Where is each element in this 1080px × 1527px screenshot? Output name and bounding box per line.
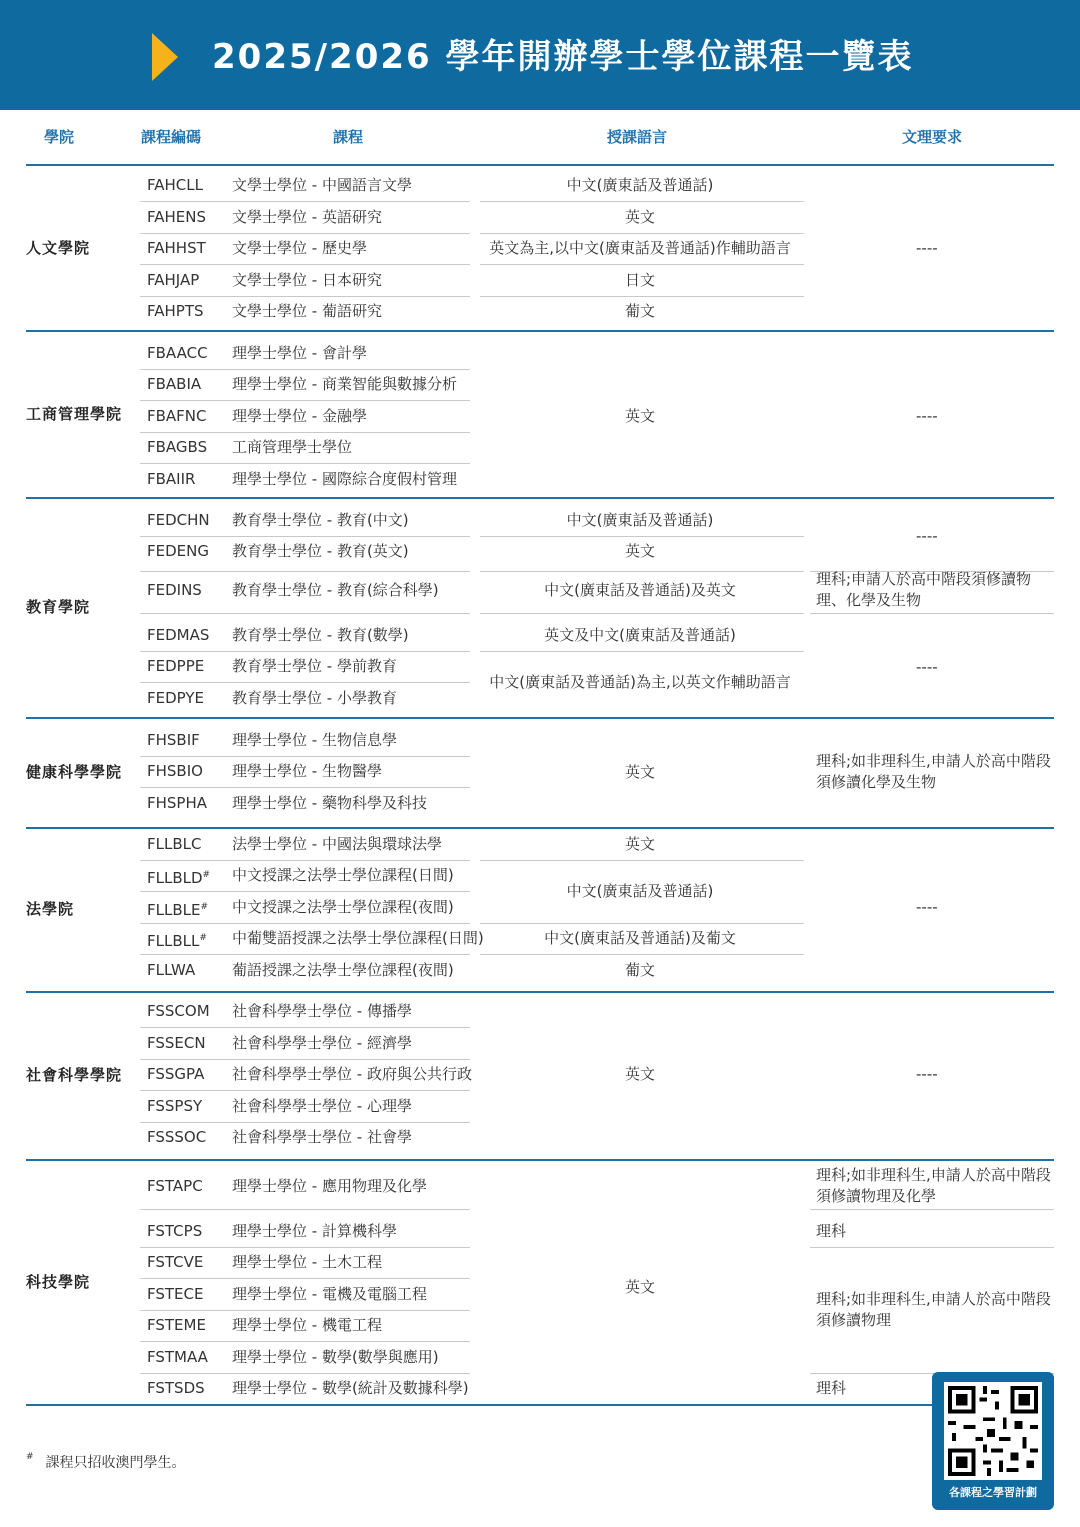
course-name: 文學士學位 - 英語研究 <box>232 208 382 226</box>
course-name: 理學士學位 - 數學(數學與應用) <box>232 1348 439 1366</box>
footnote-text: 課程只招收澳門學生。 <box>45 1455 186 1471</box>
course-name: 理學士學位 - 生物醫學 <box>232 762 382 780</box>
language-cell: 中文(廣東話及普通話) <box>566 176 714 194</box>
course-name: 理學士學位 - 應用物理及化學 <box>232 1177 427 1195</box>
course-code <box>147 761 203 781</box>
row-divider <box>140 891 470 892</box>
course-code-text: FBAFNC <box>147 407 207 425</box>
footnote-marker: # <box>199 933 207 943</box>
course-name: 理學士學位 - 計算機科學 <box>232 1222 397 1240</box>
requirement-divider <box>810 1209 1054 1210</box>
course-code-text: FLLBLD <box>147 869 203 887</box>
course-code-text: FLLWA <box>147 961 196 979</box>
faculty-name: 工商管理學院 <box>26 404 123 423</box>
course-code-text: FSTECE <box>147 1285 204 1303</box>
language-cell: 英文 <box>624 407 655 425</box>
course-code <box>147 207 206 227</box>
course-code-text: FSTAPC <box>147 1177 203 1195</box>
col-header-code: 課程編碼 <box>141 128 202 146</box>
requirement-divider <box>810 613 1054 614</box>
course-code <box>147 580 202 600</box>
requirement-cell: 理科;申請人於高中階段須修讀物理、化學及生物 <box>816 570 1032 609</box>
section-divider <box>26 330 1054 332</box>
course-name: 理學士學位 - 電機及電腦工程 <box>232 1285 427 1303</box>
page-title: 2025/2026 學年開辦學士學位課程一覽表 <box>212 37 914 77</box>
course-code <box>147 1001 210 1021</box>
footnote-mark: # <box>26 1452 34 1462</box>
row-divider <box>140 682 470 683</box>
requirement-cell: 理科;如非理科生,申請人於高中階段須修讀物理 <box>816 1289 1051 1329</box>
row-divider <box>140 264 470 265</box>
course-code <box>147 625 209 645</box>
col-header-language: 授課語言 <box>607 128 668 146</box>
language-cell: 葡文 <box>624 302 655 320</box>
footnote-marker: # <box>202 870 211 880</box>
course-code <box>147 1064 204 1084</box>
section-divider <box>26 1404 1054 1406</box>
course-code <box>147 270 199 290</box>
row-divider <box>140 1027 470 1028</box>
course-code <box>147 1378 205 1398</box>
page-header <box>0 0 1080 110</box>
row-divider <box>140 787 470 788</box>
course-code-text: FBAIIR <box>147 470 196 488</box>
course-name: 理學士學位 - 機電工程 <box>232 1316 382 1334</box>
col-header-course: 課程 <box>333 128 364 146</box>
course-code <box>147 1096 202 1116</box>
row-divider <box>140 233 470 234</box>
language-cell: 中文(廣東話及普通話)及葡文 <box>544 929 736 947</box>
requirement-cell: 理科;如非理科生,申請人於高中階段須修讀化學及生物 <box>816 751 1051 791</box>
row-divider <box>140 1209 470 1210</box>
language-cell: 英文及中文(廣東話及普通話) <box>544 626 736 644</box>
course-name: 理學士學位 - 土木工程 <box>232 1253 382 1271</box>
course-name: 理學士學位 - 藥物科學及科技 <box>232 794 427 812</box>
language-divider <box>480 860 804 861</box>
row-divider <box>140 369 470 370</box>
row-divider <box>140 1373 470 1374</box>
language-cell: 英文 <box>624 1278 655 1296</box>
course-name: 理學士學位 - 商業智能與數據分析 <box>232 375 457 393</box>
language-cell: 日文 <box>624 271 655 289</box>
course-code <box>147 834 201 854</box>
language-divider <box>480 536 804 537</box>
course-code <box>147 343 208 363</box>
course-name: 理學士學位 - 國際綜合度假村管理 <box>232 470 457 488</box>
course-code <box>147 175 203 195</box>
section-divider <box>26 717 1054 719</box>
course-code-text: FAHPTS <box>147 302 204 320</box>
course-code <box>147 897 208 920</box>
course-name: 文學士學位 - 葡語研究 <box>232 302 382 320</box>
course-code-text: FLLBLC <box>147 835 202 853</box>
section-divider <box>26 827 1054 829</box>
course-code-text: FSTSDS <box>147 1379 205 1397</box>
language-cell: 英文 <box>624 1065 655 1083</box>
course-code-text: FEDPPE <box>147 657 205 675</box>
requirement-divider <box>810 1247 1054 1248</box>
qr-card[interactable] <box>932 1372 1054 1510</box>
header-divider <box>26 164 1054 166</box>
course-code <box>147 1347 208 1367</box>
course-name: 理學士學位 - 會計學 <box>232 344 367 362</box>
course-code-text: FSSECN <box>147 1034 206 1052</box>
course-code-text: FEDINS <box>147 581 202 599</box>
course-name: 社會科學學士學位 - 傳播學 <box>232 1002 412 1020</box>
row-divider <box>140 571 470 572</box>
row-divider <box>140 1278 470 1279</box>
language-cell: 中文(廣東話及普通話) <box>566 882 714 900</box>
row-divider <box>140 432 470 433</box>
course-code <box>147 656 204 676</box>
course-code <box>147 1284 203 1304</box>
requirement-cell: 理科 <box>816 1222 847 1240</box>
qr-label: 各課程之學習計劃 <box>949 1486 1037 1499</box>
language-cell: 英文 <box>624 762 655 781</box>
language-divider <box>480 923 804 924</box>
course-code-text: FAHJAP <box>147 271 200 289</box>
course-code-text: FHSPHA <box>147 794 208 812</box>
language-divider <box>480 201 804 202</box>
requirement-cell: ---- <box>916 1065 938 1083</box>
course-code <box>147 730 200 750</box>
language-cell: 英文 <box>624 835 655 853</box>
language-cell: 中文(廣東話及普通話)為主,以英文作輔助語言 <box>489 673 791 691</box>
course-code-text: FHSBIF <box>147 731 200 749</box>
language-divider <box>480 296 804 297</box>
course-name: 社會科學學士學位 - 社會學 <box>232 1128 412 1146</box>
requirement-cell: ---- <box>916 657 938 676</box>
course-name: 教育學士學位 - 教育(英文) <box>232 542 409 560</box>
course-code-text: FSTCVE <box>147 1253 204 1271</box>
course-name: 社會科學學士學位 - 政府與公共行政 <box>232 1065 472 1083</box>
course-code <box>147 406 207 426</box>
requirement-cell: ---- <box>916 898 938 916</box>
course-code <box>147 1252 203 1272</box>
course-code-text: FSTMAA <box>147 1348 208 1366</box>
language-divider <box>480 651 804 652</box>
course-code-text: FEDMAS <box>147 626 210 644</box>
course-code-text: FLLBLE <box>147 901 201 919</box>
course-code-text: FBAACC <box>147 344 208 362</box>
course-code <box>147 1315 206 1335</box>
course-name: 理學士學位 - 金融學 <box>232 407 367 425</box>
course-name: 教育學士學位 - 教育(中文) <box>232 511 409 529</box>
requirement-cell: ---- <box>916 407 938 425</box>
course-name: 葡語授課之法學士學位課程(夜間) <box>232 961 454 979</box>
course-code <box>147 301 204 321</box>
language-cell: 中文(廣東話及普通話)及英文 <box>544 581 736 599</box>
course-name: 理學士學位 - 生物信息學 <box>232 731 397 749</box>
section-divider <box>26 991 1054 993</box>
course-code <box>147 688 204 708</box>
course-code-text: FEDPYE <box>147 689 205 707</box>
row-divider <box>140 400 470 401</box>
course-code <box>147 928 207 951</box>
course-code-text: FEDCHN <box>147 511 210 529</box>
qr-code-icon[interactable] <box>944 1382 1042 1480</box>
course-name: 社會科學學士學位 - 心理學 <box>232 1097 412 1115</box>
language-cell: 中文(廣東話及普通話) <box>566 511 714 529</box>
faculty-name: 科技學院 <box>26 1272 91 1291</box>
row-divider <box>140 1090 470 1091</box>
course-code-text: FHSBIO <box>147 762 203 780</box>
course-name: 教育學士學位 - 教育(綜合科學) <box>232 581 439 599</box>
language-divider <box>480 954 804 955</box>
col-header-requirement: 文理要求 <box>902 128 963 146</box>
language-divider <box>480 233 804 234</box>
course-code <box>147 374 201 394</box>
course-name: 社會科學學士學位 - 經濟學 <box>232 1034 412 1052</box>
section-divider <box>26 1159 1054 1161</box>
course-code <box>147 960 195 980</box>
faculty-name: 社會科學學院 <box>26 1066 123 1084</box>
course-code-text: FAHHST <box>147 239 206 257</box>
row-divider <box>140 923 470 924</box>
course-code-text: FSTEME <box>147 1316 206 1334</box>
course-name: 工商管理學士學位 <box>232 438 353 456</box>
requirement-cell: 理科;如非理科生,申請人於高中階段須修讀物理及化學 <box>816 1166 1051 1205</box>
course-code <box>147 865 210 888</box>
footnote <box>26 1452 186 1472</box>
row-divider <box>140 201 470 202</box>
footnote-marker: # <box>200 902 209 912</box>
course-code <box>147 238 206 258</box>
course-name: 中葡雙語授課之法學士學位課程(日間) <box>232 929 484 947</box>
section-divider <box>26 497 1054 499</box>
row-divider <box>140 954 470 955</box>
language-cell: 英文為主,以中文(廣東話及普通話)作輔助語言 <box>489 239 791 257</box>
course-code-text: FSSPSY <box>147 1097 203 1115</box>
row-divider <box>140 1310 470 1311</box>
language-cell: 葡文 <box>624 961 655 979</box>
faculty-name: 人文學院 <box>26 239 91 257</box>
course-code-text: FLLBLL <box>147 932 200 950</box>
course-code <box>147 1176 203 1196</box>
course-code-text: FSSSOC <box>147 1128 207 1146</box>
course-code <box>147 510 210 530</box>
faculty-name: 法學院 <box>26 900 75 918</box>
faculty-name: 健康科學學院 <box>26 763 123 781</box>
course-code <box>147 793 207 813</box>
course-code-text: FSSCOM <box>147 1002 210 1020</box>
row-divider <box>140 1247 470 1248</box>
course-name: 中文授課之法學士學位課程(日間) <box>232 866 454 884</box>
course-code <box>147 1221 202 1241</box>
course-code-text: FAHCLL <box>147 176 203 194</box>
course-name: 教育學士學位 - 小學教育 <box>232 689 397 707</box>
row-divider <box>140 756 470 757</box>
language-divider <box>480 613 804 614</box>
row-divider <box>140 1122 470 1123</box>
language-divider <box>480 264 804 265</box>
row-divider <box>140 1341 470 1342</box>
course-name: 中文授課之法學士學位課程(夜間) <box>232 898 454 916</box>
faculty-name: 教育學院 <box>26 598 91 616</box>
course-code <box>147 1033 206 1053</box>
language-cell: 英文 <box>624 542 655 560</box>
row-divider <box>140 860 470 861</box>
requirement-cell: ---- <box>916 526 938 545</box>
course-code-text: FAHENS <box>147 208 207 226</box>
requirement-cell: 理科 <box>816 1379 847 1397</box>
course-name: 理學士學位 - 數學(統計及數據科學) <box>232 1379 469 1397</box>
course-code-text: FBAGBS <box>147 438 208 456</box>
col-header-faculty: 學院 <box>44 128 75 146</box>
course-code <box>147 469 195 489</box>
course-code <box>147 541 209 561</box>
course-name: 法學士學位 - 中國法與環球法學 <box>232 835 442 853</box>
row-divider <box>140 613 470 614</box>
row-divider <box>140 1059 470 1060</box>
requirement-cell: ---- <box>916 239 938 257</box>
course-code <box>147 437 207 457</box>
course-name: 教育學士學位 - 學前教育 <box>232 657 397 675</box>
course-code-text: FEDENG <box>147 542 209 560</box>
language-divider <box>480 571 804 572</box>
course-code-text: FSTCPS <box>147 1222 203 1240</box>
row-divider <box>140 463 470 464</box>
course-name: 文學士學位 - 歷史學 <box>232 239 367 257</box>
course-name: 文學士學位 - 日本研究 <box>232 271 382 289</box>
course-code <box>147 1127 206 1147</box>
course-name: 教育學士學位 - 教育(數學) <box>232 626 409 644</box>
row-divider <box>140 536 470 537</box>
row-divider <box>140 651 470 652</box>
course-code-text: FBABIA <box>147 375 202 393</box>
language-cell: 英文 <box>624 208 655 226</box>
course-name: 文學士學位 - 中國語言文學 <box>232 176 412 194</box>
row-divider <box>140 296 470 297</box>
course-code-text: FSSGPA <box>147 1065 205 1083</box>
arrow-icon <box>152 33 178 81</box>
